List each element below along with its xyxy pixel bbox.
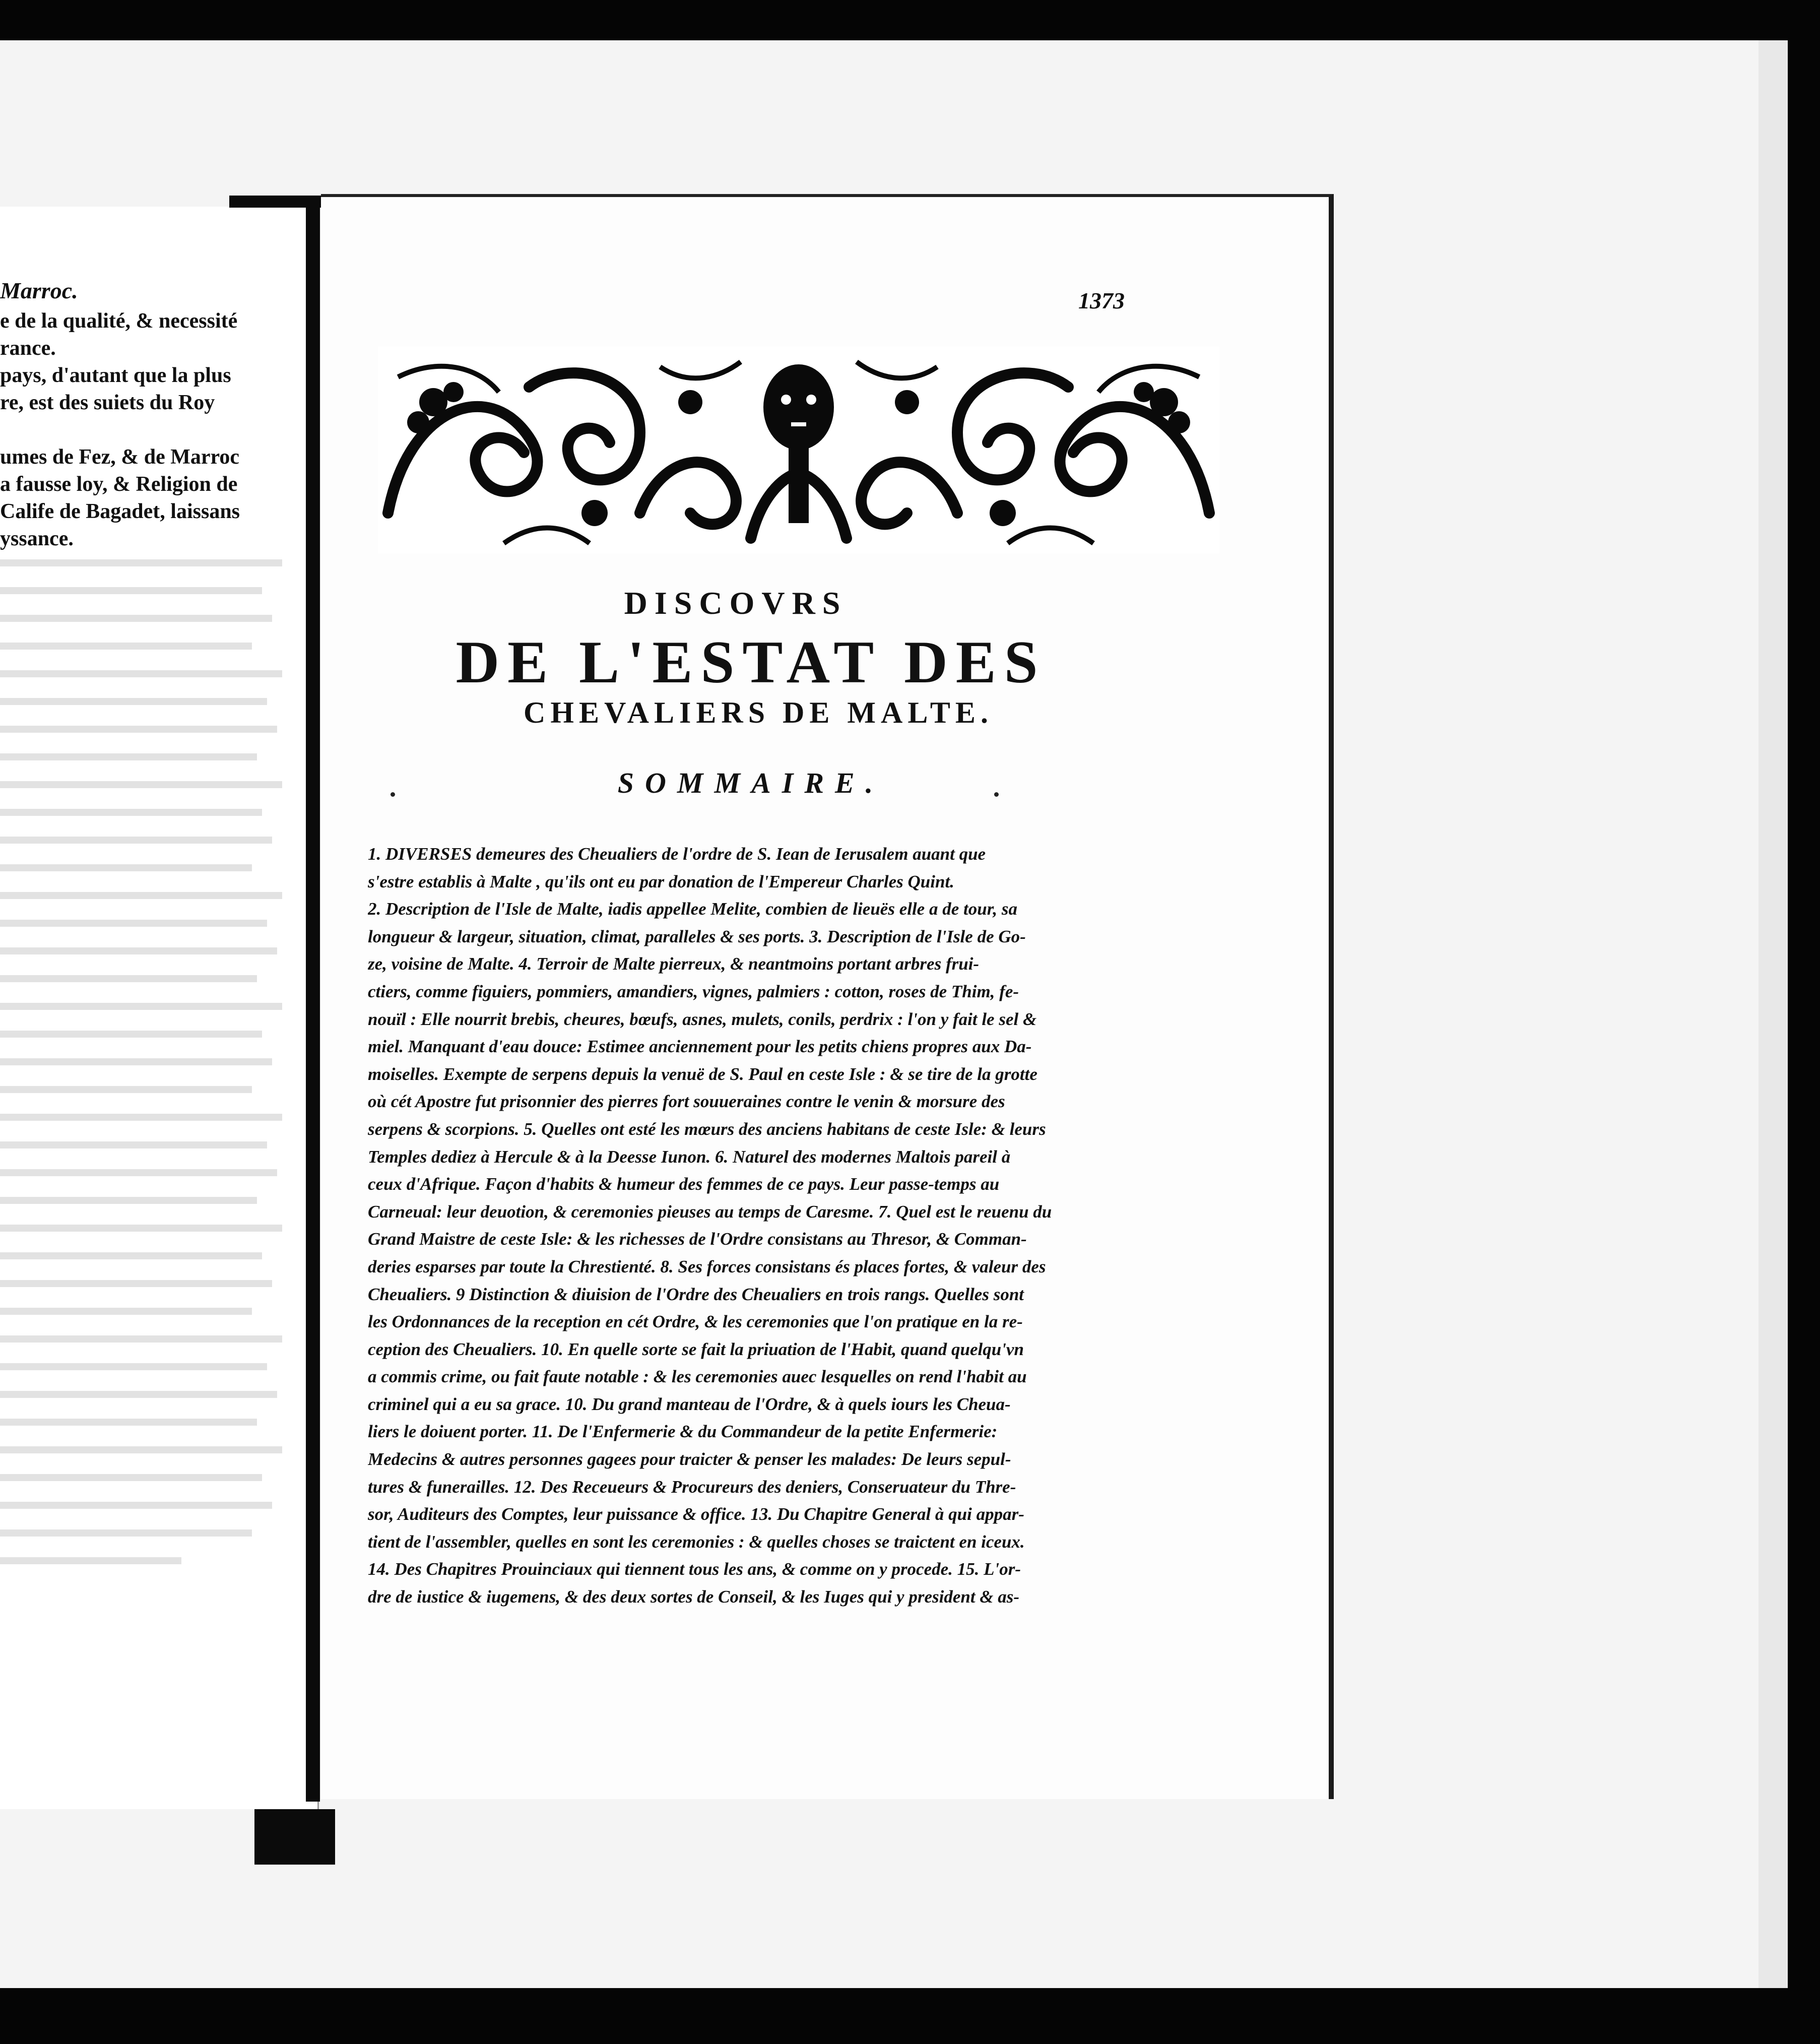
summary-line: longueur & largeur, situation, climat, paralleles & ses ports. 3. Description de l'Isle de Go- <box>368 926 1026 946</box>
summary-line: Carneual: leur deuotion, & ceremonies pieuses au temps de Caresme. 7. Quel est le reuenu du <box>368 1201 1052 1222</box>
title-line-1: DISCOVRS <box>624 585 848 621</box>
ornamental-headpiece <box>378 347 1219 553</box>
scan-border-top <box>0 0 1820 40</box>
sommaire-heading: SOMMAIRE. <box>617 766 884 799</box>
summary-line: dre de iustice & iugemens, & des deux sortes de Conseil, & les Iuges qui y president & as- <box>368 1587 1020 1607</box>
summary-line: s'estre establis à Malte , qu'ils ont eu par donation de l'Empereur Charles Quint. <box>368 871 954 891</box>
ornament-dot <box>391 792 395 797</box>
summary-line: serpens & scorpions. 5. Quelles ont esté les mœurs des anciens habitans de ceste Isle: & leurs <box>368 1119 1046 1139</box>
summary-line: ze, voisine de Malte. 4. Terroir de Malte pierreux, & neantmoins portant arbres frui- <box>368 954 980 974</box>
left-line: umes de Fez, & de Marroc <box>0 445 240 469</box>
left-line: rance. <box>0 337 56 360</box>
summary-line: deries esparses par toute la Chrestienté. 8. Ses forces consistans és places fortes, & valeur des <box>368 1256 1046 1276</box>
left-line <box>0 416 262 443</box>
page-number: 1373 <box>1078 288 1125 313</box>
title-line-2: DE L'ESTAT DES <box>456 628 1046 695</box>
bleed-through-texture <box>0 559 312 1718</box>
summary-line: liers le doiuent porter. 11. De l'Enfermerie & du Commandeur de la petite Enfermerie: <box>368 1422 998 1442</box>
left-page <box>0 207 319 1809</box>
left-line: a fausse loy, & Religion de <box>0 473 238 496</box>
binding-tab <box>254 1809 335 1865</box>
summary-line: Medecins & autres personnes gagees pour traicter & penser les malades: De leurs sepul- <box>368 1449 1011 1470</box>
summary-line: Grand Maistre de ceste Isle: & les richesses de l'Ordre consistans au Thresor, & Comman- <box>368 1229 1027 1249</box>
summary-line: sor, Auditeurs des Comptes, leur puissance & office. 13. Du Chapitre General à qui appar- <box>368 1504 1024 1524</box>
left-line: pays, d'autant que la plus <box>0 364 231 387</box>
summary-line: ceux d'Afrique. Façon d'habits & humeur des femmes de ce pays. Leur passe-temps au <box>368 1174 1000 1194</box>
summary-line: 1. DIVERSES demeures des Cheualiers de l'ordre de S. Iean de Ierusalem auant que <box>368 844 986 864</box>
summary-line: moiselles. Exempte de serpens depuis la venuë de S. Paul en ceste Isle : & se tire de la grotte <box>368 1064 1037 1084</box>
scan-margin-right <box>1759 40 1788 1988</box>
summary-line: miel. Manquant d'eau douce: Estimee anciennement pour les petits chiens propres aux Da- <box>368 1037 1032 1057</box>
binding-spine <box>306 199 320 1802</box>
scan-border-bottom <box>0 1988 1820 2044</box>
scan-border-right <box>1788 0 1820 2044</box>
ornament-dot <box>994 792 999 797</box>
summary-line: a commis crime, ou fait faute notable : & les ceremonies auec lesquelles on rend l'habit au <box>368 1367 1027 1387</box>
summary-line: où cét Apostre fut prisonnier des pierres fort souueraines contre le venin & morsure des <box>368 1092 1005 1112</box>
summary-line: tures & funerailles. 12. Des Receueurs & Procureurs des deniers, Conseruateur du Thre- <box>368 1477 1016 1497</box>
summary-line: nouïl : Elle nourrit brebis, cheures, bœufs, asnes, mulets, conils, perdrix : l'on y fait le sel & <box>368 1009 1037 1029</box>
left-line: yssance. <box>0 527 74 550</box>
summary-line: tient de l'assembler, quelles en sont les ceremonies : & quelles choses se traictent en iceux. <box>368 1531 1025 1552</box>
summary-line: ception des Cheualiers. 10. En quelle sorte se fait la priuation de l'Habit, quand quelqu'vn <box>368 1339 1024 1359</box>
left-line: e de la qualité, & necessité <box>0 309 238 333</box>
summary-text <box>368 841 1139 1611</box>
summary-line: 14. Des Chapitres Prouinciaux qui tiennent tous les ans, & comme on y procede. 15. L'or- <box>368 1559 1021 1579</box>
title-line-3: CHEVALIERS DE MALTE. <box>524 696 993 729</box>
left-page-lines <box>0 307 262 552</box>
left-page-heading: Marroc. <box>0 278 78 303</box>
summary-line: 2. Description de l'Isle de Malte, iadis appellee Melite, combien de lieuës elle a de tour, sa <box>368 899 1018 919</box>
summary-line: Temples dediez à Hercule & à la Deesse Iunon. 6. Naturel des modernes Maltois pareil à <box>368 1146 1011 1167</box>
summary-line: criminel qui a eu sa grace. 10. Du grand manteau de l'Ordre, & à quels iours les Cheua- <box>368 1394 1011 1414</box>
left-line: Calife de Bagadet, laissans <box>0 500 240 523</box>
summary-line: ctiers, comme figuiers, pommiers, amandiers, vignes, palmiers : cotton, roses de Thim, fe- <box>368 981 1019 1001</box>
summary-line: Cheualiers. 9 Distinction & diuision de l'Ordre des Cheualiers en trois rangs. Quelles sont <box>368 1284 1024 1304</box>
left-line: re, est des suiets du Roy <box>0 391 215 414</box>
summary-line: les Ordonnances de la reception en cét Ordre, & les ceremonies que l'on pratique en la re- <box>368 1312 1023 1332</box>
